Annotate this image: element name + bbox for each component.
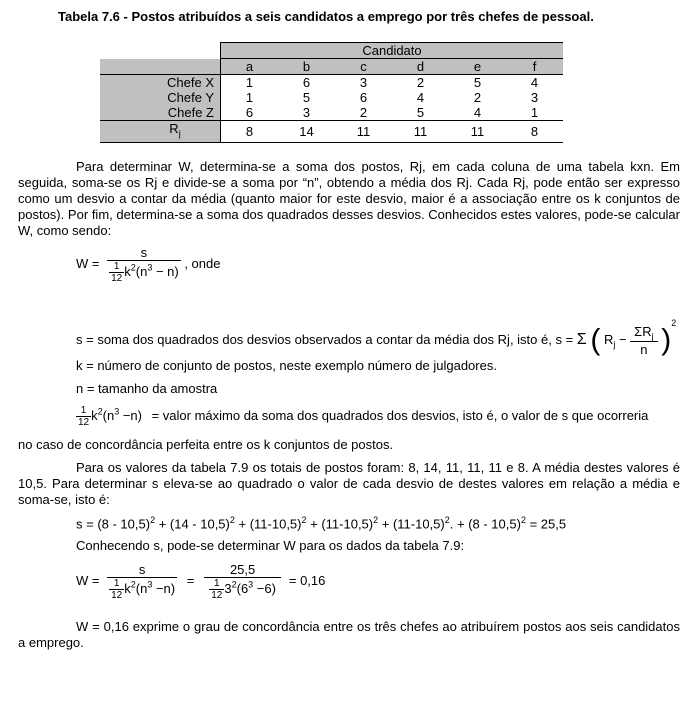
row-label: Chefe Z [100, 105, 221, 121]
w-calculation: W = s $\frac{1}{12}$ $k^2(n^3 -n)$ = 25,5 $\frac{1}{12}$ $3^2(6^3 -6)$ = 0,16 [76, 562, 326, 601]
paragraph-2: Para os valores da tabela 7.9 os totais de postos foram: 8, 14, 11, 11, 11 e 8. A média destes valores é 10,5. Para determinar s eleva-se ao quadrado o valor de cada desvio de destes valores em relação a média e soma-se, isto é: [18, 460, 680, 507]
total-cell: 14 [278, 121, 335, 143]
table-cell: 5 [302, 90, 311, 105]
column-header: c [335, 59, 392, 75]
ranks-table [100, 42, 563, 143]
column-header: e [449, 59, 506, 75]
table-cell: 5 [449, 75, 506, 91]
group-header: Candidato [221, 43, 564, 59]
table-cell: 4 [416, 90, 425, 105]
n-definition: n = tamanho da amostra [76, 381, 218, 396]
table-cell: 2 [392, 75, 449, 91]
table-cell: 6 [221, 105, 279, 121]
w-formula: W = s $\frac{1}{12}$ $k^2(n^3 - n)$ , onde [76, 245, 221, 284]
table-cell: 3 [335, 75, 392, 91]
paragraph-3: Conhecendo s, pode-se determinar W para os dados da tabela 7.9: [76, 538, 465, 553]
table-cell: 1 [221, 75, 279, 91]
table-cell: 4 [506, 75, 563, 91]
table-cell: 2 [359, 105, 368, 120]
table-cell: 3 [302, 105, 311, 120]
table-cell: 1 [221, 90, 279, 105]
column-header: b [278, 59, 335, 75]
total-label: $R_j$ [100, 121, 221, 143]
total-cell: 11 [335, 121, 392, 143]
max-definition: $\frac{1}{12}$ $k^2(n^3 -n)$ = valor máximo da soma dos quadrados dos desvios, isto é, o valor de s que ocorreria [78, 405, 649, 428]
column-header: a [221, 59, 279, 75]
table-cell: 3 [530, 90, 539, 105]
k-definition: k = número de conjunto de postos, neste exemplo número de julgadores. [76, 358, 497, 373]
column-header: f [506, 59, 563, 75]
table-cell: 6 [359, 90, 368, 105]
table-cell: 2 [473, 90, 482, 105]
row-label: Chefe X [100, 75, 221, 91]
total-cell: 8 [506, 121, 563, 143]
table-cell: 5 [416, 105, 425, 120]
total-cell: 11 [449, 121, 506, 143]
paragraph-4: W = 0,16 exprime o grau de concordância entre os três chefes ao atribuírem postos aos seis candidatos a emprego. [18, 619, 680, 650]
paragraph-1: Para determinar W, determina-se a soma dos postos, Rj, em cada coluna de uma tabela kxn. Em seguida, soma-se os Rj e divide-se a soma por “n”, obtendo a média dos Rj. Cada Rj, pode então ser expresso como um desvio a contar da média (quanto maior for este desvio, maior é a associação entre os k conjuntos de postos). Por fim, determina-se a soma dos quadrados desses desvios. Conhecidos estes valores, pode-se calcular W, como sendo: [18, 159, 680, 238]
total-cell: 11 [392, 121, 449, 143]
table-cell: 6 [278, 75, 335, 91]
table-cell: 1 [530, 105, 539, 120]
s-calculation: $s = (8 - 10,5)^2 + (14 - 10,5)^2 + (11-10,5)^2 + (11-10,5)^2 + (11-10,5)^2$. + (8 - 10,5)$^2$ = 25,5 [76, 515, 567, 532]
total-cell: 8 [221, 121, 279, 143]
row-label: Chefe Y [100, 90, 221, 105]
s-definition: s = soma dos quadrados dos desvios observados a contar da média dos Rj, isto é, s = Σ ( $R_j$ − $\frac{\Sigma R_j}{n}$ )$^2$ [76, 318, 677, 358]
table-title: Tabela 7.6 - Postos atribuídos a seis candidatos a emprego por três chefes de pessoal. [58, 9, 594, 24]
column-header: d [392, 59, 449, 75]
table-cell: 4 [473, 105, 482, 120]
max-definition-cont: no caso de concordância perfeita entre os k conjuntos de postos. [18, 437, 394, 452]
